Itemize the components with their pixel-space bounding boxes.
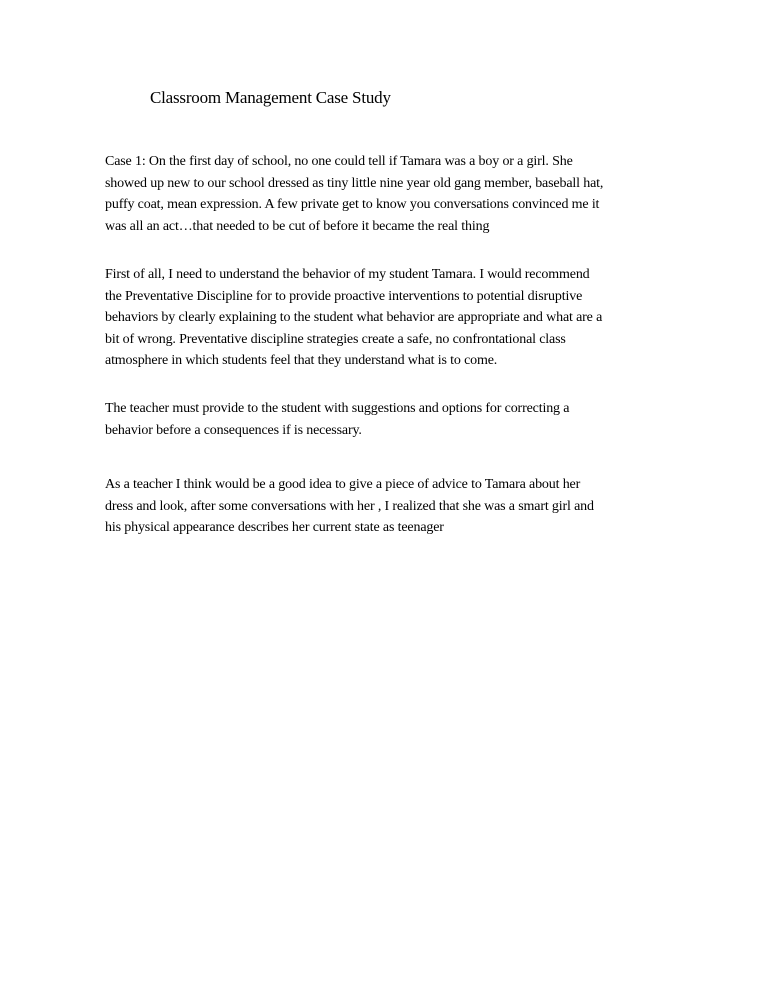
teacher-guidance-paragraph (105, 398, 675, 441)
case-description-paragraph (105, 151, 675, 237)
document-title: Classroom Management Case Study (150, 88, 391, 107)
paragraph-line: dress and look, after some conversations with her , I realized that she was a smart girl and (105, 498, 594, 514)
paragraph-line: puffy coat, mean expression. A few private get to know you conversations convinced me it (105, 197, 600, 213)
paragraph-line: was all an act…that needed to be cut of before it became the real thing (105, 218, 490, 234)
paragraph-line: behavior before a consequences if is necessary. (105, 422, 362, 438)
paragraph-line: Case 1: On the first day of school, no one could tell if Tamara was a boy or a girl. She (105, 154, 573, 169)
paragraph-line: The teacher must provide to the student with suggestions and options for correcting a (105, 401, 570, 416)
paragraph-line: the Preventative Discipline for to provide proactive interventions to potential disruptive (105, 288, 583, 304)
paragraph-line: bit of wrong. Preventative discipline strategies create a safe, no confrontational class (105, 331, 566, 347)
paragraph-line: As a teacher I think would be a good idea to give a piece of advice to Tamara about her (105, 477, 581, 492)
paragraph-line: showed up new to our school dressed as tiny little nine year old gang member, baseball hat, (105, 175, 604, 191)
paragraph-line: behaviors by clearly explaining to the student what behavior are appropriate and what are a (105, 310, 603, 326)
teacher-reflection-paragraph (105, 474, 675, 539)
paragraph-line: his physical appearance describes her current state as teenager (105, 520, 444, 536)
paragraph-line: atmosphere in which students feel that they understand what is to come. (105, 353, 498, 369)
analysis-paragraph (105, 264, 675, 372)
paragraph-line: First of all, I need to understand the behavior of my student Tamara. I would recommend (105, 267, 590, 282)
